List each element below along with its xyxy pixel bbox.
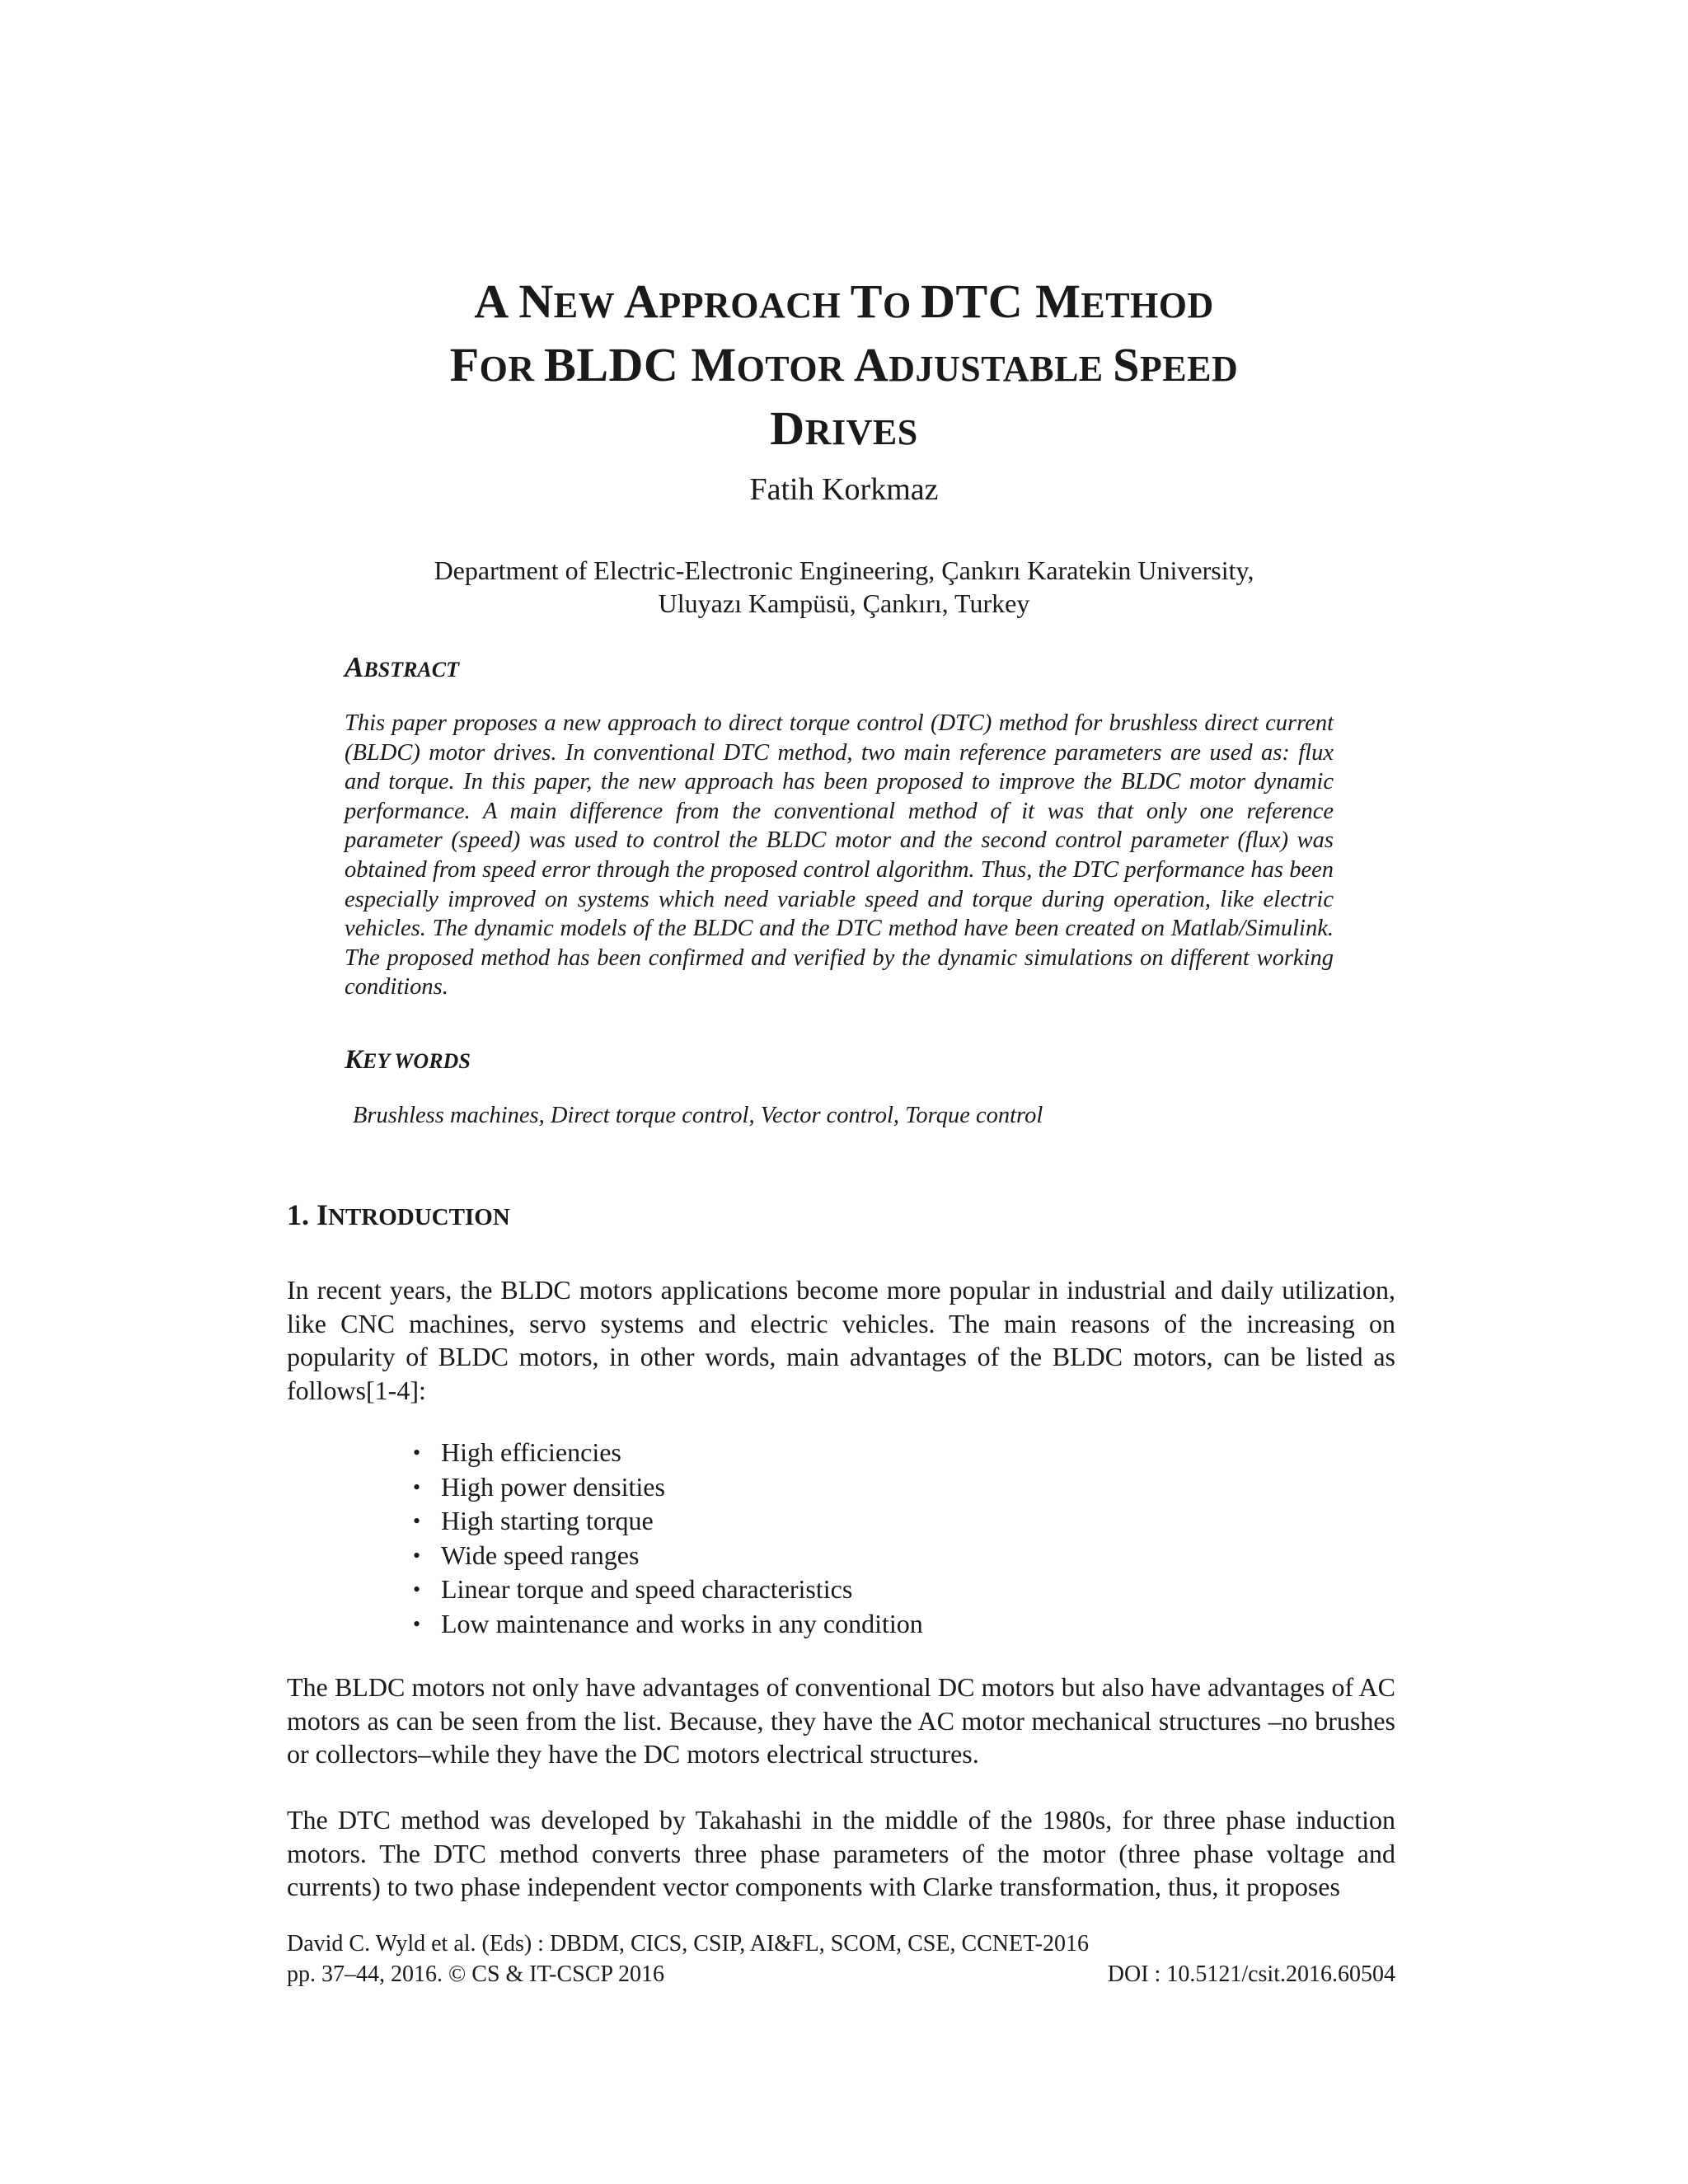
bullet-icon: •	[413, 1577, 421, 1601]
list-item: • Wide speed ranges	[441, 1539, 923, 1573]
bullet-icon: •	[413, 1509, 421, 1533]
footer-pages: pp. 37–44, 2016. © CS & IT-CSCP 2016	[287, 1961, 664, 1987]
footer-row	[287, 1959, 1395, 1990]
author-affiliation	[0, 554, 1688, 620]
abstract-text: This paper proposes a new approach to direct torque control (DTC) method for brushless direct current (BLDC) motor drives. In conventional DTC method, two main reference parameters are used as: flux and torque. In this paper, the new approach has been proposed to improve the BLDC motor dynamic performance. A main difference from the conventional method of it was that only one reference parameter (speed) was used to control the BLDC motor and the second control parameter (flux) was obtained from speed error through the proposed control algorithm. Thus, the DTC performance has been especially improved on systems which need variable speed and torque during operation, like electric vehicles. The dynamic models of the BLDC and the DTC method have been created on Matlab/Simulink. The proposed method has been confirmed and verified by the dynamic simulations on different working conditions.	[345, 710, 1334, 1001]
advantages-list	[413, 1436, 923, 1641]
bullet-icon: •	[413, 1611, 421, 1636]
author-name: Fatih Korkmaz	[749, 472, 939, 507]
title-line-2: FOR BLDC MOTOR ADJUSTABLE SPEED	[449, 338, 1239, 391]
bullet-icon: •	[413, 1474, 421, 1499]
list-item: • High power densities	[441, 1470, 923, 1505]
keywords-text: Brushless machines, Direct torque control, Vector control, Torque control	[353, 1103, 1043, 1128]
list-item: • High efficiencies	[441, 1436, 923, 1470]
affiliation-line-2: Uluyazı Kampüsü, Çankırı, Turkey	[658, 588, 1030, 618]
title-line-3: DRIVES	[770, 401, 918, 455]
affiliation-line-1: Department of Electric-Electronic Engineering, Çankırı Karatekin University,	[434, 555, 1254, 585]
intro-paragraph-2: The BLDC motors not only have advantages of conventional DC motors but also have advantages of AC motors as can be seen from the list. Because, they have the AC motor mechanical structures –no brushes or collectors–while they have the DC motors electrical structures.	[287, 1672, 1395, 1769]
paper-title	[0, 272, 1688, 462]
title-line-1: A NEW APPROACH TO DTC METHOD	[474, 274, 1214, 328]
bullet-icon: •	[413, 1441, 421, 1465]
list-item: • Low maintenance and works in any condition	[441, 1607, 923, 1642]
list-item: • Linear torque and speed characteristics	[441, 1572, 923, 1607]
bullet-icon: •	[413, 1543, 421, 1568]
page-footer	[287, 1929, 1395, 1990]
footer-doi: DOI : 10.5121/csit.2016.60504	[1107, 1961, 1395, 1987]
intro-paragraph-3: The DTC method was developed by Takahashi in the middle of the 1980s, for three phase induction motors. The DTC method converts three phase parameters of the motor (three phase voltage and currents) to two phase independent vector components with Clarke transformation, thus, it proposes	[287, 1805, 1395, 1901]
footer-proceedings: David C. Wyld et al. (Eds) : DBDM, CICS, CSIP, AI&FL, SCOM, CSE, CCNET-2016	[287, 1931, 1089, 1957]
list-item: • High starting torque	[441, 1504, 923, 1539]
keywords-heading: KEY WORDS	[345, 1045, 471, 1075]
introduction-heading: 1. INTRODUCTION	[287, 1198, 510, 1231]
intro-paragraph-1: In recent years, the BLDC motors applications become more popular in industrial and daily utilization, like CNC machines, servo systems and electric vehicles. The main reasons of the increasing on popularity of BLDC motors, in other words, main advantages of the BLDC motors, can be listed as follows[1-4]:	[287, 1275, 1395, 1405]
abstract-heading: ABSTRACT	[345, 651, 459, 683]
